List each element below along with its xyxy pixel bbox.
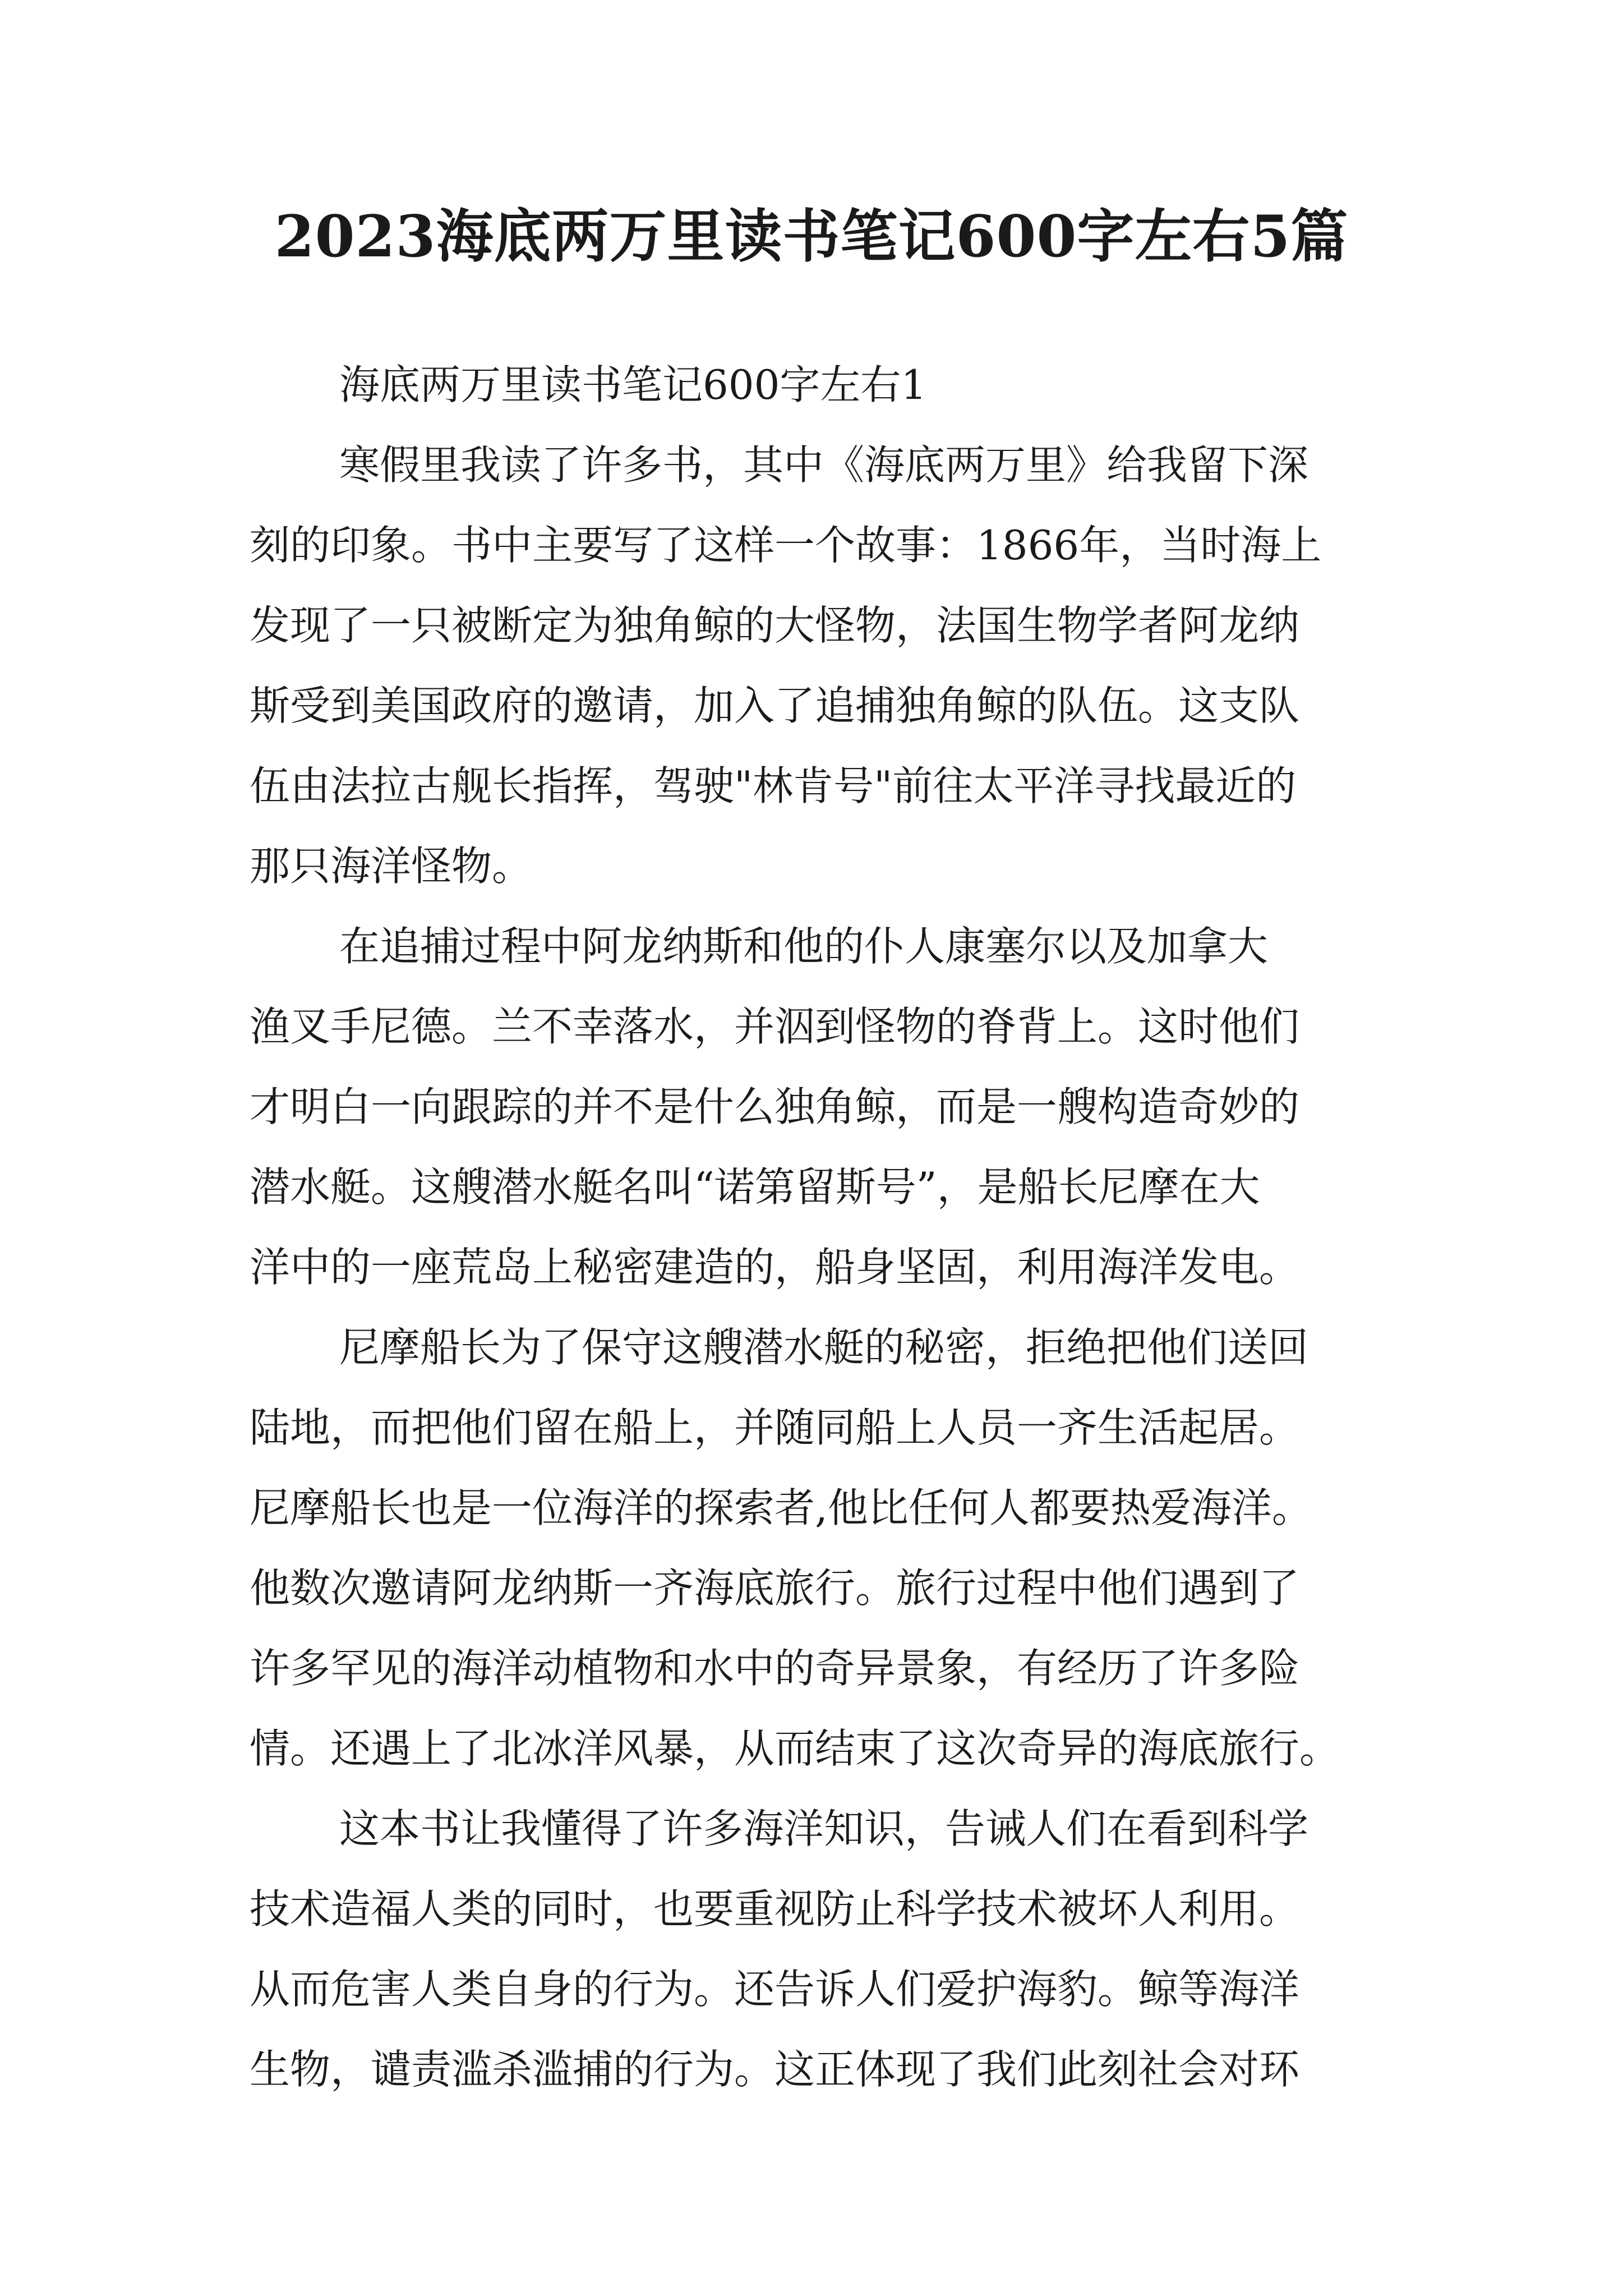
text-line: 情。还遇上了北冰洋风暴，从而结束了这次奇异的海底旅行。 <box>250 1725 1340 1772</box>
text-line: 洋中的一座荒岛上秘密建造的，船身坚固，利用海洋发电。 <box>250 1244 1300 1291</box>
text-line: 许多罕见的海洋动植物和水中的奇异景象，有经历了许多险 <box>250 1645 1300 1692</box>
text-line: 生物，谴责滥杀滥捕的行为。这正体现了我们此刻社会对环 <box>250 2046 1300 2093</box>
text-line: 那只海洋怪物。 <box>250 843 533 890</box>
document-title: 2023海底两万里读书笔记600字左右5篇 <box>274 203 1349 270</box>
text-line: 才明白一向跟踪的并不是什么独角鲸，而是一艘构造奇妙的 <box>250 1083 1300 1130</box>
text-line: 潜水艇。这艘潜水艇名叫“诺第留斯号”，是船长尼摩在大 <box>250 1163 1260 1211</box>
text-line: 发现了一只被断定为独角鲸的大怪物，法国生物学者阿龙纳 <box>250 602 1300 649</box>
text-line: 他数次邀请阿龙纳斯一齐海底旅行。旅行过程中他们遇到了 <box>250 1565 1300 1612</box>
document-body <box>250 345 1377 2110</box>
text-line: 斯受到美国政府的邀请，加入了追捕独角鲸的队伍。这支队 <box>250 682 1300 729</box>
text-line: 从而危害人类自身的行为。还告诉人们爱护海豹。鲸等海洋 <box>250 1966 1300 2013</box>
text-line: 寒假里我读了许多书，其中《海底两万里》给我留下深 <box>339 441 1309 489</box>
text-line: 这本书让我懂得了许多海洋知识，告诫人们在看到科学 <box>339 1805 1309 1852</box>
text-line: 尼摩船长也是一位海洋的探索者,他比任何人都要热爱海洋。 <box>250 1484 1312 1531</box>
text-line: 海底两万里读书笔记600字左右1 <box>339 361 927 408</box>
text-line: 在追捕过程中阿龙纳斯和他的仆人康塞尔以及加拿大 <box>339 923 1269 970</box>
text-line: 技术造福人类的同时，也要重视防止科学技术被坏人利用。 <box>250 1885 1300 1932</box>
text-line: 陆地，而把他们留在船上，并随同船上人员一齐生活起居。 <box>250 1404 1300 1451</box>
text-line: 尼摩船长为了保守这艘潜水艇的秘密，拒绝把他们送回 <box>339 1324 1309 1371</box>
text-line: 渔叉手尼德。兰不幸落水，并泅到怪物的脊背上。这时他们 <box>250 1003 1300 1050</box>
text-line: 刻的印象。书中主要写了这样一个故事：1866年，当时海上 <box>250 522 1322 569</box>
text-line: 伍由法拉古舰长指挥，驾驶"林肯号"前往太平洋寻找最近的 <box>250 762 1297 809</box>
